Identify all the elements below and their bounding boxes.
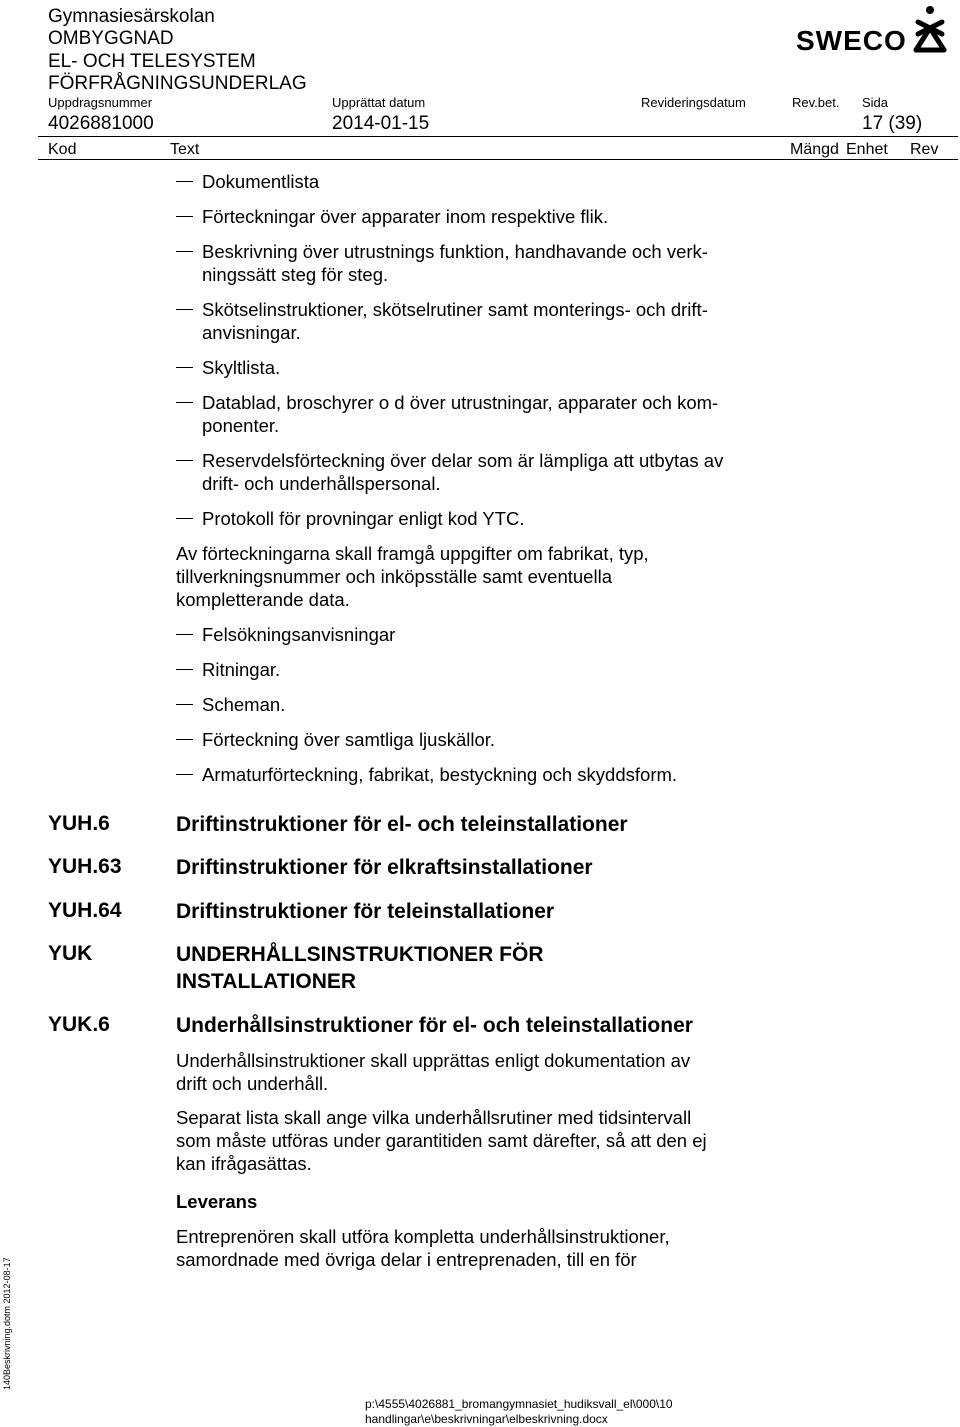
value-uppdragsnummer: 4026881000 xyxy=(48,113,154,134)
value-upprattat-datum: 2014-01-15 xyxy=(332,113,430,134)
paragraph-forteckningar: Av förteckningarna skall framgå uppgifter om fabrikat, typ, tillverkningsnummer och inköpsställe samt eventuella kompletterande data. xyxy=(176,543,649,610)
footer-path xyxy=(365,1397,673,1427)
logo-figure xyxy=(916,6,944,50)
section-title-yuh63: Driftinstruktioner för elkraftsinstallationer xyxy=(176,856,593,879)
list-item: Protokoll för provningar enligt kod YTC. xyxy=(176,507,786,530)
section-code-yuh64: YUH.64 xyxy=(48,899,122,922)
column-mangd: Mängd xyxy=(790,141,839,158)
section-title-yuk: UNDERHÅLLSINSTRUKTIONER FÖR INSTALLATIONER xyxy=(176,943,544,993)
footer-path-line: handlingar\e\beskrivningar\elbeskrivning.docx xyxy=(365,1412,608,1426)
list-item: Skötselinstruktioner, skötselrutiner samt monterings- och drift- anvisningar. xyxy=(176,298,786,344)
column-enhet: Enhet xyxy=(846,141,888,158)
column-rev: Rev xyxy=(910,141,939,158)
list-item: Scheman. xyxy=(176,693,786,716)
paragraph-underhall: Underhållsinstruktioner skall upprättas enligt dokumentation av drift och underhåll. xyxy=(176,1050,691,1094)
section-title-yuh6: Driftinstruktioner för el- och teleinstallationer xyxy=(176,813,628,836)
section-code-yuh6: YUH.6 xyxy=(48,812,110,835)
list-item: Förteckningar över apparater inom respektive flik. xyxy=(176,205,786,228)
column-kod: Kod xyxy=(48,141,77,158)
list-item: Förteckning över samtliga ljuskällor. xyxy=(176,728,786,751)
document-content xyxy=(176,170,786,798)
template-sidebar xyxy=(0,1240,14,1390)
paragraph-leverans: Entreprenören skall utföra kompletta underhållsinstruktioner, samordnade med övriga delar i entreprenaden, till en för xyxy=(176,1226,670,1270)
section-code-yuk: YUK xyxy=(48,942,93,965)
label-revideringsdatum: Revideringsdatum xyxy=(641,95,746,110)
list-item: Felsökningsanvisningar xyxy=(176,623,786,646)
project-scope: EL- OCH TELESYSTEM xyxy=(48,51,256,72)
logo-wordmark: SWECO xyxy=(796,25,907,56)
sweco-logo xyxy=(796,4,952,56)
list-item: Dokumentlista xyxy=(176,170,786,193)
section-title-yuk6: Underhållsinstruktioner för el- och teleinstallationer xyxy=(176,1014,693,1037)
section-code-yuk6: YUK.6 xyxy=(48,1013,110,1036)
header-rule-bottom xyxy=(38,159,958,160)
list-item: Ritningar. xyxy=(176,658,786,681)
section-title-yuh64: Driftinstruktioner för teleinstallationer xyxy=(176,900,555,923)
template-info: 140Beskrivning.dotm 2012-08-17 xyxy=(2,1257,12,1390)
section-code-yuh63: YUH.63 xyxy=(48,855,122,878)
project-type: OMBYGGNAD xyxy=(48,28,174,49)
footer-path-line: p:\4555\4026881_bromangymnasiet_hudiksvall_el\000\10 xyxy=(365,1397,673,1411)
list-item: Armaturförteckning, fabrikat, bestyckning och skyddsform. xyxy=(176,763,786,786)
label-sida: Sida xyxy=(862,95,889,110)
list-item: Beskrivning över utrustnings funktion, handhavande och verk- ningssätt steg för steg. xyxy=(176,240,786,286)
paragraph-separat-lista: Separat lista skall ange vilka underhållsrutiner med tidsintervall som måste utföras under garantitiden samt därefter, så att den ej kan ifrågasättas. xyxy=(176,1107,707,1174)
subheading-leverans: Leverans xyxy=(176,1191,258,1212)
list-item: Datablad, broschyrer o d över utrustningar, apparater och kom- ponenter. xyxy=(176,391,786,437)
label-revbet: Rev.bet. xyxy=(792,95,840,110)
document-type: FÖRFRÅGNINGSUNDERLAG xyxy=(48,73,307,94)
column-text: Text xyxy=(170,141,200,158)
label-uppdragsnummer: Uppdragsnummer xyxy=(48,95,153,110)
label-upprattat-datum: Upprättat datum xyxy=(332,95,426,110)
project-name: Gymnasiesärskolan xyxy=(48,6,215,27)
value-sida: 17 (39) xyxy=(862,113,923,134)
list-item: Skyltlista. xyxy=(176,356,786,379)
header-rule-top xyxy=(38,136,958,137)
list-item: Reservdelsförteckning över delar som är lämpliga att utbytas av drift- och underhållspersonal. xyxy=(176,449,786,495)
